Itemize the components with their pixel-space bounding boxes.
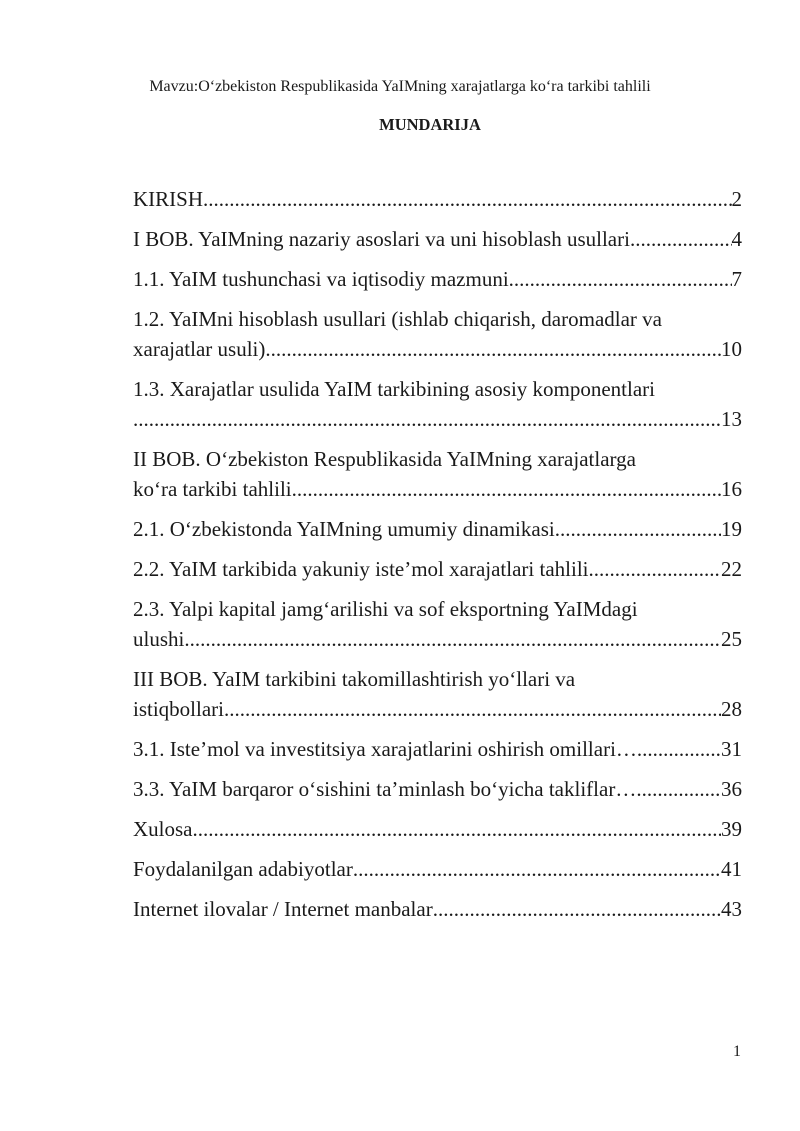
toc-entry-label: ko‘ra tarkibi tahlili bbox=[133, 477, 292, 501]
toc-entry-label-line: III BOB. YaIM tarkibini takomillashtirish yo‘llari va bbox=[133, 667, 576, 691]
toc-entry-page: 13 bbox=[721, 407, 742, 431]
toc-entry-label: 2.1. O‘zbekistonda YaIMning umumiy dinamikasi bbox=[133, 517, 555, 541]
toc-dot-leader bbox=[433, 894, 721, 924]
toc-entry-line bbox=[133, 334, 742, 364]
table-of-contents bbox=[133, 184, 742, 934]
toc-entry-label-line: II BOB. O‘zbekiston Respublikasida YaIMning xarajatlarga bbox=[133, 447, 636, 471]
toc-entry-line bbox=[133, 224, 742, 254]
toc-entry-label-line: 2.3. Yalpi kapital jamg‘arilishi va sof eksportning YaIMdagi bbox=[133, 597, 638, 621]
toc-entry-page: 43 bbox=[721, 897, 742, 921]
toc-entry bbox=[133, 814, 742, 844]
toc-entry-page: 19 bbox=[721, 517, 742, 541]
toc-entry-label: istiqbollari bbox=[133, 697, 224, 721]
toc-entry bbox=[133, 184, 742, 214]
toc-dot-leader bbox=[589, 554, 722, 584]
toc-dot-leader bbox=[133, 404, 721, 434]
toc-entry-line bbox=[133, 734, 742, 764]
toc-entry-page: 25 bbox=[721, 627, 742, 651]
toc-entry bbox=[133, 554, 742, 584]
toc-entry-label: 2.2. YaIM tarkibida yakuniy iste’mol xarajatlari tahlili bbox=[133, 557, 589, 581]
toc-entry-page: 10 bbox=[721, 337, 742, 361]
toc-dot-leader bbox=[630, 224, 732, 254]
page-number: 1 bbox=[733, 1043, 741, 1060]
toc-entry bbox=[133, 224, 742, 254]
toc-entry-label: Foydalanilgan adabiyotlar bbox=[133, 857, 353, 881]
toc-entry bbox=[133, 264, 742, 294]
toc-entry bbox=[133, 894, 742, 924]
toc-entry-line bbox=[133, 474, 742, 504]
toc-entry bbox=[133, 594, 742, 654]
toc-dot-leader bbox=[642, 734, 721, 764]
toc-entry-page: 36 bbox=[721, 777, 742, 801]
toc-entry-line bbox=[133, 814, 742, 844]
toc-dot-leader bbox=[265, 334, 721, 364]
toc-entry-line bbox=[133, 854, 742, 884]
toc-entry bbox=[133, 854, 742, 884]
toc-dot-leader bbox=[642, 774, 721, 804]
document-topic: Mavzu:O‘zbekiston Respublikasida YaIMning xarajatlarga ko‘ra tarkibi tahlili bbox=[149, 78, 651, 95]
toc-entry-page: 31 bbox=[721, 737, 742, 761]
toc-entry-page: 4 bbox=[731, 227, 742, 251]
toc-entry-page: 7 bbox=[731, 267, 742, 291]
toc-entry bbox=[133, 304, 742, 364]
toc-entry-line bbox=[133, 894, 742, 924]
toc-entry bbox=[133, 664, 742, 724]
toc-dot-leader bbox=[353, 854, 721, 884]
toc-entry-page: 28 bbox=[721, 697, 742, 721]
toc-entry-label: 3.1. Iste’mol va investitsiya xarajatlarini oshirish omillari…. bbox=[133, 737, 643, 761]
toc-entry-line bbox=[133, 264, 742, 294]
toc-entry-page: 22 bbox=[721, 557, 742, 581]
toc-entry-line bbox=[133, 624, 742, 654]
toc-entry-line bbox=[133, 694, 742, 724]
toc-entry-label: Internet ilovalar / Internet manbalar bbox=[133, 897, 433, 921]
toc-dot-leader bbox=[203, 184, 731, 214]
toc-entry-line bbox=[133, 774, 742, 804]
toc-entry bbox=[133, 734, 742, 764]
toc-entry-label: KIRISH bbox=[133, 187, 204, 211]
toc-entry-label: 3.3. YaIM barqaror o‘sishini ta’minlash bo‘yicha takliflar…. bbox=[133, 777, 642, 801]
toc-entry-line bbox=[133, 184, 742, 214]
toc-entry-label: ulushi bbox=[133, 627, 185, 651]
toc-entry-label: Xulosa bbox=[133, 817, 193, 841]
toc-dot-leader bbox=[555, 514, 721, 544]
toc-dot-leader bbox=[509, 264, 732, 294]
toc-entry-label: 1.1. YaIM tushunchasi va iqtisodiy mazmuni bbox=[133, 267, 509, 291]
toc-entry-label: I BOB. YaIMning nazariy asoslari va uni hisoblash usullari bbox=[133, 227, 630, 251]
toc-entry-label: xarajatlar usuli) bbox=[133, 337, 266, 361]
toc-entry-label-line: 1.2. YaIMni hisoblash usullari (ishlab chiqarish, daromadlar va bbox=[133, 307, 662, 331]
toc-dot-leader bbox=[224, 694, 721, 724]
toc-dot-leader bbox=[193, 814, 722, 844]
toc-entry-line bbox=[133, 404, 742, 434]
toc-entry-page: 41 bbox=[721, 857, 742, 881]
toc-entry bbox=[133, 444, 742, 504]
toc-entry-line bbox=[133, 554, 742, 584]
toc-dot-leader bbox=[184, 624, 721, 654]
toc-entry-page: 16 bbox=[721, 477, 742, 501]
toc-entry-label-line: 1.3. Xarajatlar usulida YaIM tarkibining asosiy komponentlari bbox=[133, 377, 655, 401]
toc-entry bbox=[133, 514, 742, 544]
toc-entry-line bbox=[133, 514, 742, 544]
toc-entry-page: 39 bbox=[721, 817, 742, 841]
toc-entry-page: 2 bbox=[731, 187, 742, 211]
toc-title: MUNDARIJA bbox=[379, 115, 481, 134]
toc-entry bbox=[133, 774, 742, 804]
toc-dot-leader bbox=[292, 474, 721, 504]
toc-entry bbox=[133, 374, 742, 434]
